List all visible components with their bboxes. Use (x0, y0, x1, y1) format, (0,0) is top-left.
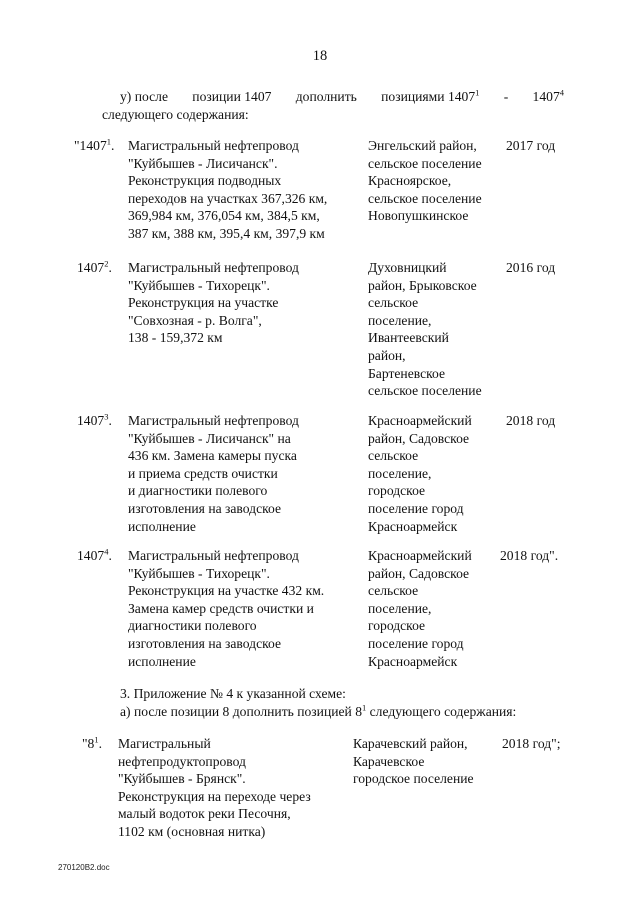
description-line: и приема средств очистки (128, 465, 278, 481)
position-number: "1407$^1$. (74, 136, 115, 153)
location-line: Новопушкинское (368, 208, 469, 224)
description-line: и диагностики полевого (128, 483, 268, 499)
superscript: 1 (475, 87, 480, 98)
description-line: "Куйбышев - Лисичанск". (128, 155, 278, 171)
location-line: поселение, (368, 600, 432, 616)
description-line: нефтепродуктопровод (118, 753, 246, 769)
superscript: 4 (559, 87, 564, 98)
superscript: 1 (94, 734, 99, 745)
location-line: поселение, (368, 312, 432, 328)
location-line: сельское поселение (368, 383, 482, 399)
location-line: городское поселение (353, 771, 474, 787)
position-description (128, 137, 327, 243)
location-line: поселение город (368, 500, 464, 516)
description-line: Магистральный (118, 736, 211, 751)
location-line: сельское (368, 295, 419, 311)
location-line: сельское поселение (368, 190, 482, 206)
location-line: Ивантеевский (368, 330, 449, 346)
intro-word: дополнить (295, 89, 357, 104)
superscript: 3 (104, 411, 109, 422)
page-number: 18 (312, 48, 328, 64)
location-line: городское (368, 483, 426, 499)
location-line: Энгельский район, (368, 138, 477, 153)
superscript: 4 (104, 546, 109, 557)
intro-word: позициями 1407$^1$ (381, 87, 480, 104)
description-line: 387 км, 388 км, 395,4 км, 397,9 км (128, 225, 325, 241)
intro-word: - (503, 89, 509, 104)
description-line: 436 км. Замена камеры пуска (128, 448, 297, 464)
description-line: изготовления на заводское (128, 500, 282, 516)
location-line: Карачевское (353, 753, 425, 769)
description-line: "Совхозная - р. Волга", (128, 312, 262, 328)
position-description (128, 412, 299, 535)
location-line: район, Садовское (368, 565, 470, 581)
position-year: 2016 год (506, 260, 556, 275)
position-number: "$8^1$. (82, 734, 103, 751)
intro-word: 1407$^4$ (532, 87, 564, 104)
description-line: Магистральный нефтепровод (128, 260, 299, 275)
intro-line-2: следующего содержания: (102, 107, 249, 122)
description-line: Реконструкция на переходе через (118, 788, 311, 804)
position-location (368, 547, 472, 670)
intro-word: позиции 1407 (192, 89, 272, 104)
superscript: 2 (104, 258, 109, 269)
location-line: поселение, (368, 465, 432, 481)
description-line: исполнение (128, 653, 196, 669)
location-line: Красноярское, (368, 173, 452, 189)
description-line: Магистральный нефтепровод (128, 548, 299, 563)
position-year: 2018 год (506, 413, 556, 428)
location-line: Бартеневское (368, 365, 446, 381)
superscript: 1 (362, 702, 367, 713)
description-line: Магистральный нефтепровод (128, 413, 299, 428)
position-year: 2018 год"; (502, 736, 561, 751)
location-line: Красноармейский (368, 548, 472, 563)
location-line: сельское (368, 448, 419, 464)
section-3-heading: 3. Приложение № 4 к указанной схеме: (120, 686, 346, 701)
description-line: Реконструкция на участке 432 км. (128, 583, 325, 599)
description-line: диагностики полевого (128, 618, 257, 634)
location-line: Карачевский район, (353, 736, 468, 751)
description-line: 369,984 км, 376,054 км, 384,5 км, (128, 208, 320, 224)
section-3-subitem-a: а) после позиции 8 дополнить позицией $8^1$ следующего содержания: (120, 702, 517, 719)
description-line: Магистральный нефтепровод (128, 138, 299, 153)
position-location (353, 735, 474, 788)
description-line: изготовления на заводское (128, 635, 282, 651)
description-line: Реконструкция подводных (128, 173, 282, 189)
location-line: район, Садовское (368, 430, 470, 446)
intro-word: у) после (120, 89, 168, 104)
position-location (368, 137, 482, 225)
superscript: 1 (106, 136, 111, 147)
description-line: малый водоток реки Песочня, (118, 806, 291, 822)
description-line: "Куйбышев - Тихорецк". (128, 277, 270, 293)
position-year: 2018 год". (500, 548, 559, 563)
description-line: "Куйбышев - Брянск". (118, 771, 246, 787)
description-line: "Куйбышев - Тихорецк". (128, 565, 270, 581)
position-description (128, 259, 299, 347)
position-location (368, 412, 472, 535)
location-line: Красноармейск (368, 518, 458, 534)
location-line: сельское поселение (368, 155, 482, 171)
location-line: Красноармейский (368, 413, 472, 428)
position-description (118, 735, 311, 841)
location-line: сельское (368, 583, 419, 599)
intro-line-1 (120, 88, 564, 106)
description-line: "Куйбышев - Лисичанск" на (128, 430, 291, 446)
location-line: поселение город (368, 635, 464, 651)
description-line: Замена камер средств очистки и (128, 600, 314, 616)
location-line: городское (368, 618, 426, 634)
position-year: 2017 год (506, 138, 556, 153)
location-line: Красноармейск (368, 653, 458, 669)
description-line: 138 - 159,372 км (128, 330, 223, 346)
document-filename: 270120В2.doc (58, 863, 110, 872)
location-line: Духовницкий (368, 260, 447, 275)
position-location (368, 259, 482, 400)
position-description (128, 547, 324, 670)
description-line: Реконструкция на участке (128, 295, 279, 311)
position-number: 1407$^4$. (77, 546, 112, 563)
description-line: переходов на участках 367,326 км, (128, 190, 328, 206)
position-number: 1407$^3$. (77, 411, 112, 428)
position-number: 1407$^2$. (77, 258, 112, 275)
description-line: 1102 км (основная нитка) (118, 823, 266, 839)
location-line: район, (368, 347, 406, 363)
location-line: район, Брыковское (368, 277, 477, 293)
description-line: исполнение (128, 518, 196, 534)
